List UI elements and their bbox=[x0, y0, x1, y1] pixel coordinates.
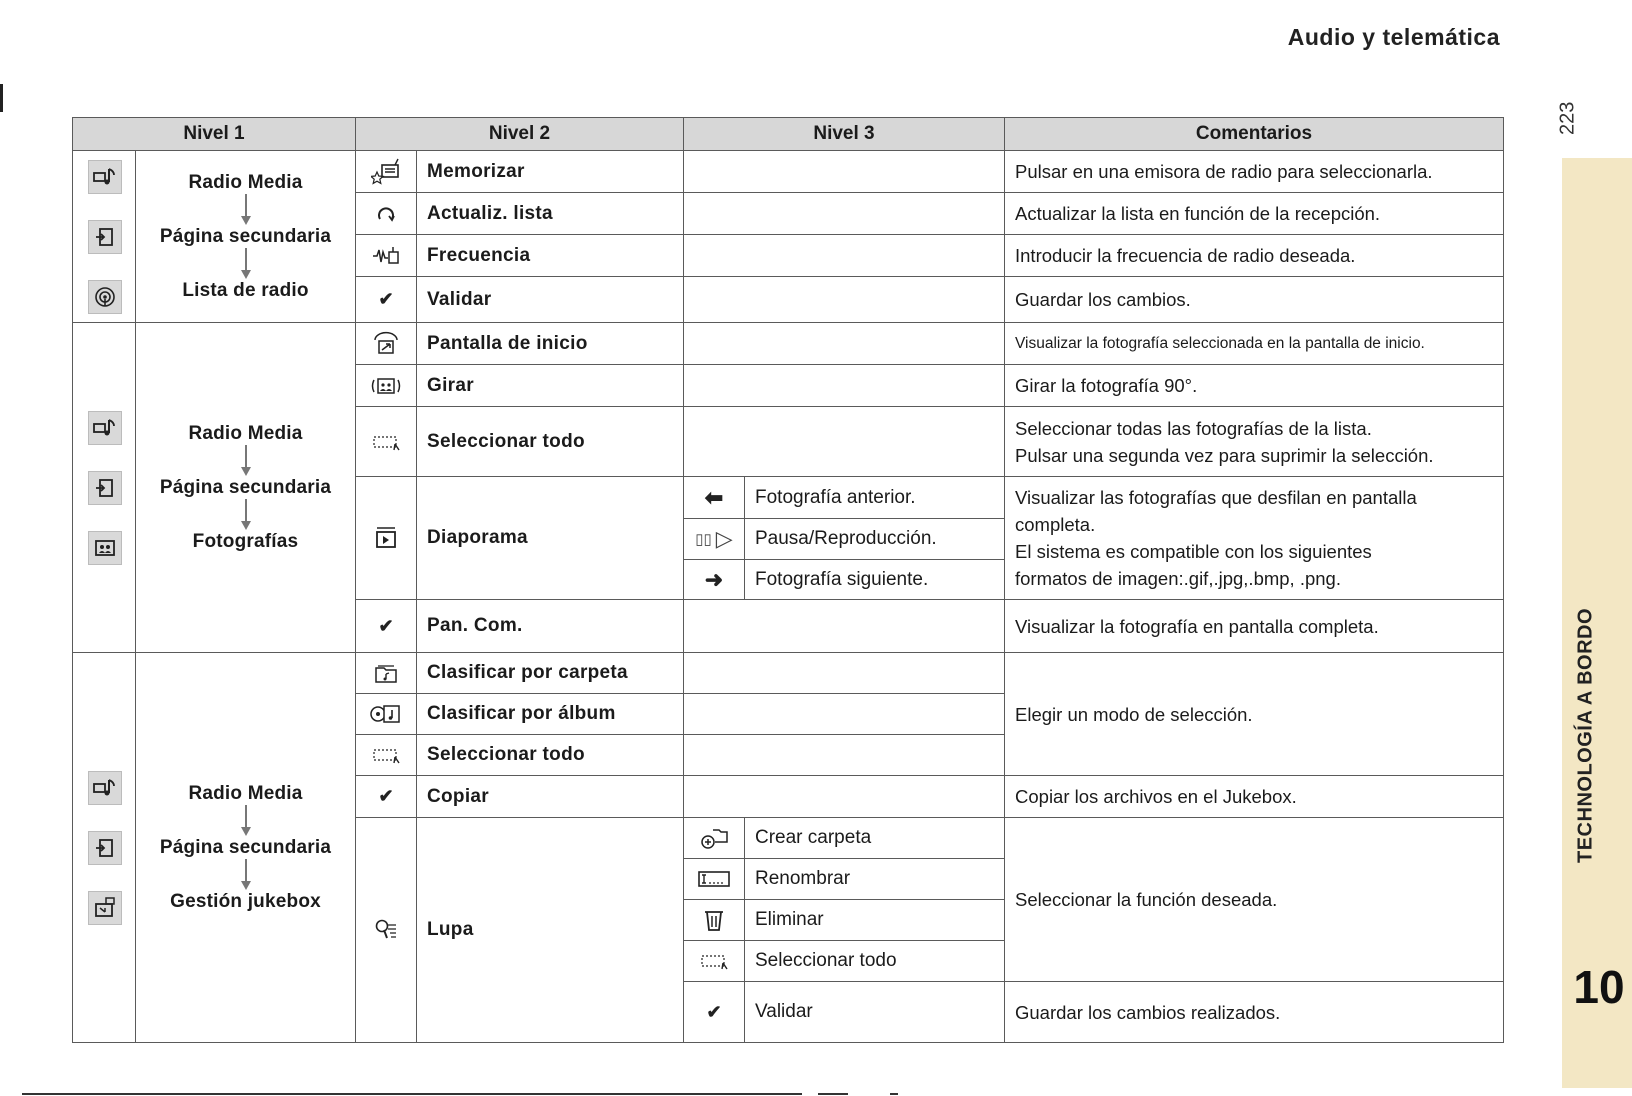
down-arrow-icon bbox=[238, 805, 254, 837]
secondary-page-icon bbox=[88, 471, 122, 505]
checkmark-glyph: ✔ bbox=[378, 289, 394, 309]
pause-glyph: ▯▯ bbox=[695, 531, 712, 548]
column-header-level1: Nivel 1 bbox=[72, 117, 356, 151]
comment: Pulsar en una emisora de radio para seleccionarla. bbox=[1004, 150, 1504, 193]
checkmark-icon bbox=[355, 599, 417, 653]
level1-icon-column bbox=[72, 652, 136, 1043]
level3-label: Fotografía anterior. bbox=[744, 476, 1005, 519]
level1-path bbox=[135, 322, 356, 653]
comment-line: Visualizar las fotografías que desfilan en pantalla bbox=[1015, 487, 1417, 508]
flow-step: Gestión jukebox bbox=[170, 890, 321, 912]
level2-label: Actualiz. lista bbox=[416, 192, 684, 235]
down-arrow-icon bbox=[238, 859, 254, 891]
level3-empty bbox=[683, 734, 1005, 776]
level3-label: Validar bbox=[744, 981, 1005, 1043]
music-note-icon bbox=[88, 771, 122, 805]
flow-step: Radio Media bbox=[188, 422, 303, 444]
checkmark-glyph: ✔ bbox=[378, 615, 394, 636]
folder-sort-icon bbox=[355, 652, 417, 694]
comment-line: El sistema es compatible con los siguientes bbox=[1015, 541, 1372, 562]
arrow-left-glyph: ⬅ bbox=[704, 484, 724, 510]
level2-label: Lupa bbox=[416, 817, 684, 1043]
page-number: 223 bbox=[1556, 101, 1579, 135]
chapter-number: 10 bbox=[1573, 961, 1625, 1013]
music-note-icon bbox=[88, 160, 122, 194]
level2-label: Diaporama bbox=[416, 476, 684, 600]
down-arrow-icon bbox=[238, 445, 254, 477]
pause-play-icon bbox=[683, 518, 745, 560]
slideshow-icon bbox=[355, 476, 417, 600]
jukebox-icon bbox=[88, 891, 122, 925]
flow-step: Página secundaria bbox=[159, 476, 332, 498]
level3-empty bbox=[683, 234, 1005, 277]
checkmark-glyph: ✔ bbox=[378, 786, 394, 806]
level3-label: Renombrar bbox=[744, 858, 1005, 900]
level2-label: Pan. Com. bbox=[416, 599, 684, 653]
secondary-page-icon bbox=[88, 220, 122, 254]
checkmark-icon bbox=[355, 775, 417, 818]
down-arrow-icon bbox=[238, 499, 254, 531]
home-screen-icon bbox=[355, 322, 417, 365]
comment-line: completa. bbox=[1015, 514, 1096, 535]
level3-empty bbox=[683, 775, 1005, 818]
trash-icon bbox=[683, 899, 745, 941]
level3-label: Crear carpeta bbox=[744, 817, 1005, 859]
flow-step: Radio Media bbox=[188, 171, 303, 193]
arrow-right-icon bbox=[683, 559, 745, 600]
checkmark-icon bbox=[683, 981, 745, 1043]
level1-path bbox=[135, 150, 356, 323]
flow-step: Página secundaria bbox=[159, 836, 332, 858]
comment bbox=[1004, 406, 1504, 477]
memorize-icon bbox=[355, 150, 417, 193]
comment-line: Pulsar una segunda vez para suprimir la selección. bbox=[1015, 444, 1434, 466]
select-all-icon bbox=[683, 940, 745, 982]
level3-empty bbox=[683, 364, 1005, 407]
select-all-icon bbox=[355, 406, 417, 477]
refresh-icon bbox=[355, 192, 417, 235]
album-sort-icon bbox=[355, 693, 417, 735]
bottom-dash bbox=[890, 1093, 898, 1095]
level1-icon-column bbox=[72, 150, 136, 323]
level3-label: Eliminar bbox=[744, 899, 1005, 941]
frequency-icon bbox=[355, 234, 417, 277]
secondary-page-icon bbox=[88, 831, 122, 865]
comment: Visualizar la fotografía en pantalla completa. bbox=[1004, 599, 1504, 653]
level3-empty bbox=[683, 322, 1005, 365]
flow-step: Lista de radio bbox=[182, 279, 309, 301]
level1-icon-column bbox=[72, 322, 136, 653]
column-header-level2: Nivel 2 bbox=[355, 117, 684, 151]
level3-label: Seleccionar todo bbox=[744, 940, 1005, 982]
comment: Elegir un modo de selección. bbox=[1004, 652, 1504, 776]
comment: Seleccionar la función deseada. bbox=[1004, 817, 1504, 982]
comment: Copiar los archivos en el Jukebox. bbox=[1004, 775, 1504, 818]
level3-empty bbox=[683, 599, 1005, 653]
column-header-level3: Nivel 3 bbox=[683, 117, 1005, 151]
menu-table bbox=[72, 117, 1504, 1043]
level3-empty bbox=[683, 693, 1005, 735]
level2-label: Memorizar bbox=[416, 150, 684, 193]
comment: Girar la fotografía 90°. bbox=[1004, 364, 1504, 407]
down-arrow-icon bbox=[238, 248, 254, 280]
level3-empty bbox=[683, 652, 1005, 694]
level2-label: Clasificar por carpeta bbox=[416, 652, 684, 694]
level2-label: Copiar bbox=[416, 775, 684, 818]
magnifier-icon bbox=[355, 817, 417, 1043]
music-note-icon bbox=[88, 411, 122, 445]
photo-icon bbox=[88, 531, 122, 565]
flow-step: Página secundaria bbox=[159, 225, 332, 247]
level3-empty bbox=[683, 192, 1005, 235]
comment: Introducir la frecuencia de radio deseada. bbox=[1004, 234, 1504, 277]
level2-label: Seleccionar todo bbox=[416, 406, 684, 477]
header-title: Audio y telemática bbox=[1287, 24, 1500, 50]
comment-line: formatos de imagen:.gif,.jpg,.bmp, .png. bbox=[1015, 568, 1341, 589]
level2-label: Clasificar por álbum bbox=[416, 693, 684, 735]
rotate-photo-icon bbox=[355, 364, 417, 407]
level2-label: Frecuencia bbox=[416, 234, 684, 277]
flow-step: Radio Media bbox=[188, 782, 303, 804]
comment: Actualizar la lista en función de la recepción. bbox=[1004, 192, 1504, 235]
arrow-left-icon bbox=[683, 476, 745, 519]
bottom-rule bbox=[22, 1093, 802, 1095]
down-arrow-icon bbox=[238, 194, 254, 226]
comment-line: Seleccionar todas las fotografías de la lista. bbox=[1015, 417, 1372, 439]
checkmark-icon bbox=[355, 276, 417, 323]
column-header-comments: Comentarios bbox=[1004, 117, 1504, 151]
level3-empty bbox=[683, 150, 1005, 193]
level2-label: Validar bbox=[416, 276, 684, 323]
new-folder-icon bbox=[683, 817, 745, 859]
select-all-icon bbox=[355, 734, 417, 776]
level3-empty bbox=[683, 276, 1005, 323]
level3-empty bbox=[683, 406, 1005, 477]
level1-path bbox=[135, 652, 356, 1043]
comment: Guardar los cambios. bbox=[1004, 276, 1504, 323]
level2-label: Girar bbox=[416, 364, 684, 407]
play-glyph: ▷ bbox=[715, 526, 733, 551]
level3-label: Pausa/Reproducción. bbox=[744, 518, 1005, 560]
comment: Visualizar la fotografía seleccionada en la pantalla de inicio. bbox=[1004, 322, 1504, 365]
level3-label: Fotografía siguiente. bbox=[744, 559, 1005, 600]
level2-label: Seleccionar todo bbox=[416, 734, 684, 776]
comment: Guardar los cambios realizados. bbox=[1004, 981, 1504, 1043]
rename-icon bbox=[683, 858, 745, 900]
bottom-dash bbox=[818, 1093, 848, 1095]
left-margin-mark bbox=[0, 84, 3, 112]
comment bbox=[1004, 476, 1504, 600]
flow-step: Fotografías bbox=[192, 530, 299, 552]
arrow-right-glyph: ➜ bbox=[704, 566, 724, 592]
side-tab-section-label: TECHNOLOGÍA A BORDO bbox=[1574, 607, 1597, 863]
checkmark-glyph: ✔ bbox=[706, 1001, 722, 1022]
level2-label: Pantalla de inicio bbox=[416, 322, 684, 365]
radio-list-icon bbox=[88, 280, 122, 314]
